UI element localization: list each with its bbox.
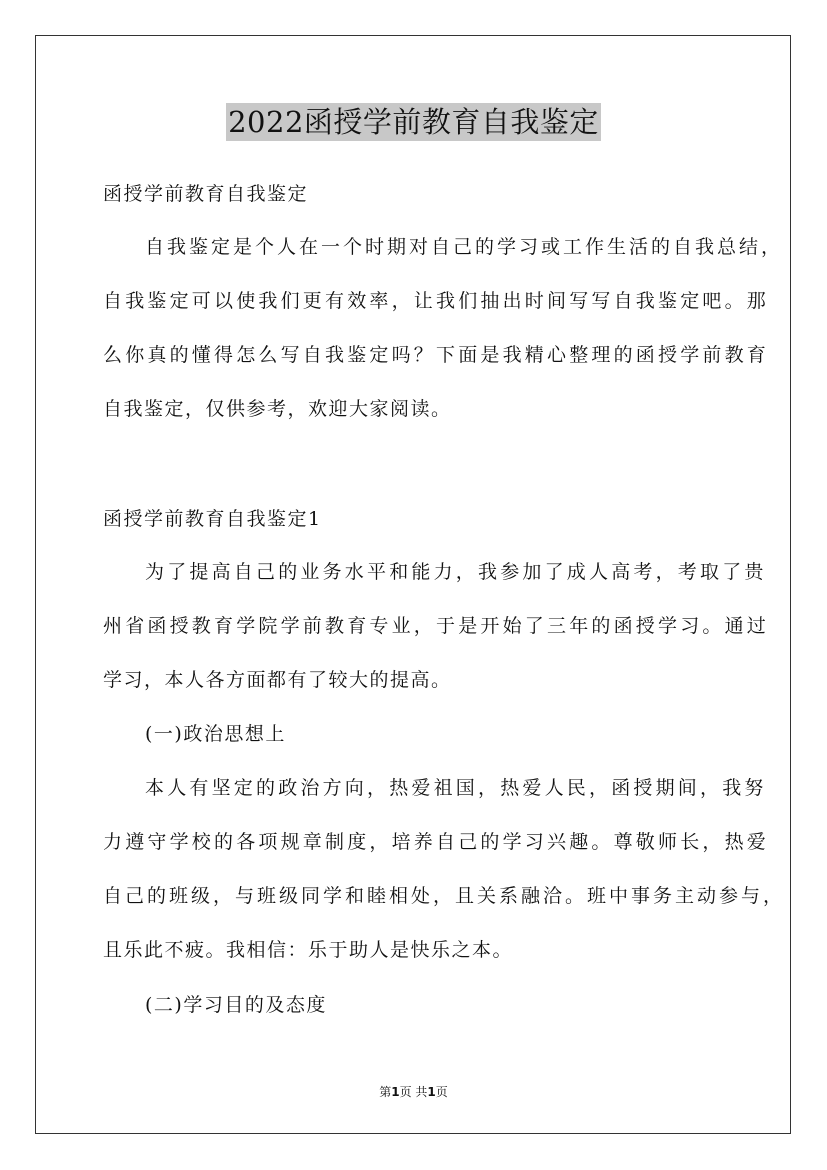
paragraph-line: 州省函授教育学院学前教育专业，于是开始了三年的函授学习。通过 [103,615,770,637]
paragraph-line: 本人有坚定的政治方向，热爱祖国，热爱人民，函授期间，我努 [145,777,767,799]
page-footer [0,1084,827,1100]
section-heading: 函授学前教育自我鉴定1 [103,508,322,530]
paragraph-line: 为了提高自己的业务水平和能力，我参加了成人高考，考取了贵 [145,561,767,583]
footer-suffix: 页 [435,1085,448,1099]
document-title: 2022函授学前教育自我鉴定 [228,105,599,139]
paragraph-line: 自己的班级，与班级同学和睦相处，且关系融洽。班中事务主动参与， [103,885,786,907]
footer-middle: 页 共 [399,1085,428,1099]
footer-total-pages: 1 [427,1085,436,1099]
paragraph-line: 自我鉴定可以使我们更有效率，让我们抽出时间写写自我鉴定吧。那 [103,290,770,312]
paragraph-line: 且乐此不疲。我相信：乐于助人是快乐之本。 [103,939,514,961]
paragraph-line: 自我鉴定，仅供参考，欢迎大家阅读。 [103,398,452,420]
subsection-heading: (二)学习目的及态度 [145,994,327,1016]
title-container [0,103,827,141]
paragraph-line: 力遵守学校的各项规章制度，培养自己的学习兴趣。尊敬师长，热爱 [103,831,770,853]
footer-page-number: 1 [391,1085,400,1099]
paragraph-line: 自我鉴定是个人在一个时期对自己的学习或工作生活的自我总结， [145,236,784,258]
subsection-heading: (一)政治思想上 [145,723,286,745]
footer-prefix: 第 [379,1085,392,1099]
paragraph-line: 学习，本人各方面都有了较大的提高。 [103,669,452,691]
section-heading: 函授学前教育自我鉴定 [103,183,309,205]
paragraph-line: 么你真的懂得怎么写自我鉴定吗？下面是我精心整理的函授学前教育 [103,344,770,366]
